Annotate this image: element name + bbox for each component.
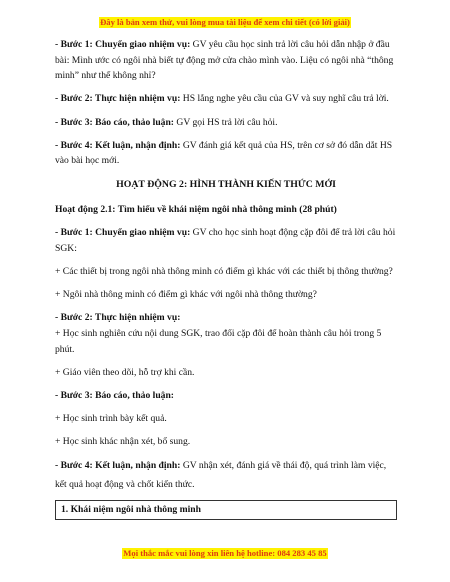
step2-paragraph (55, 91, 397, 107)
step1-paragraph (55, 37, 397, 84)
activity-step2-label: - Bước 2: Thực hiện nhiệm vụ: (55, 312, 181, 324)
activity-step4-paragraph (55, 458, 397, 474)
activity-step4-label: - Bước 4: Kết luận, nhận định: (55, 459, 181, 471)
hotline-footer (0, 543, 450, 561)
activity-title: Hoạt động 2.1: Tìm hiểu về khái niệm ngôi nhà thông minh (28 phút) (55, 204, 337, 216)
step3-text: GV gọi HS trả lời câu hỏi. (174, 116, 278, 128)
activity-step1-paragraph (55, 225, 397, 256)
step3-paragraph (55, 115, 397, 131)
section-title-box: 1. Khái niệm ngôi nhà thông minh (55, 500, 397, 520)
hotline-footer-text: Mọi thắc mắc vui lòng xin liên hệ hotline: 084 283 45 85 (123, 548, 327, 558)
activity-step2-paragraph (55, 310, 397, 357)
activity-step1-label: - Bước 1: Chuyển giao nhiệm vụ: (55, 227, 191, 239)
step2-label: - Bước 2: Thực hiện nhiệm vụ: (55, 93, 181, 105)
conclusion-line: kết quả hoạt động và chốt kiến thức. (55, 479, 195, 491)
preview-banner (0, 12, 450, 30)
activity-step2-text: + Học sinh nghiên cứu nội dung SGK, trao đổi cặp đôi để hoàn thành câu hỏi trong 5 phút. (55, 328, 382, 355)
teacher-support-line: + Giáo viên theo dõi, hỗ trợ khi cần. (55, 366, 195, 378)
step4-text: GV đánh giá kết quả của HS, trên cơ sở đó dẫn dắt HS vào bài học mới. (55, 139, 393, 167)
question-2: + Ngôi nhà thông minh có điểm gì khác với ngôi nhà thông thường? (55, 289, 317, 301)
step2-text: HS lắng nghe yêu cầu của GV và suy nghĩ câu trả lời. (180, 93, 389, 105)
activity-step3-paragraph (55, 388, 397, 404)
activity-step4-text: GV nhận xét, đánh giá về thái độ, quá trình làm việc, (180, 459, 387, 471)
step1-label: - Bước 1: Chuyển giao nhiệm vụ: (55, 39, 191, 50)
document-body (55, 37, 397, 528)
step4-paragraph (55, 138, 397, 169)
question-1: + Các thiết bị trong ngôi nhà thông minh có điểm gì khác với các thiết bị thông thường? (55, 266, 393, 278)
student-present-line: + Học sinh trình bày kết quả. (55, 413, 167, 425)
preview-banner-text: Đây là bản xem thử, vui lòng mua tài liệu để xem chi tiết (có lời giải) (100, 17, 350, 27)
step1-text: GV yêu cầu học sinh trả lời câu hỏi dẫn nhập ở đầu bài: Mình ước có ngôi nhà biết tự động mở cửa chào mình vào. Liệu có ngôi nhà “thông minh” như thế không nhỉ? (55, 39, 394, 82)
step4-label: - Bước 4: Kết luận, nhận định: (55, 139, 181, 151)
step3-label: - Bước 3: Báo cáo, thảo luận: (55, 116, 174, 128)
activity-step1-text: GV cho học sinh hoạt động cặp đôi để trả lời câu hỏi SGK: (55, 227, 396, 254)
activity-step3-label: - Bước 3: Báo cáo, thảo luận: (55, 390, 174, 402)
student-feedback-line: + Học sinh khác nhận xét, bổ sung. (55, 436, 191, 448)
section-heading: HOẠT ĐỘNG 2: HÌNH THÀNH KIẾN THỨC MỚI (116, 178, 336, 190)
